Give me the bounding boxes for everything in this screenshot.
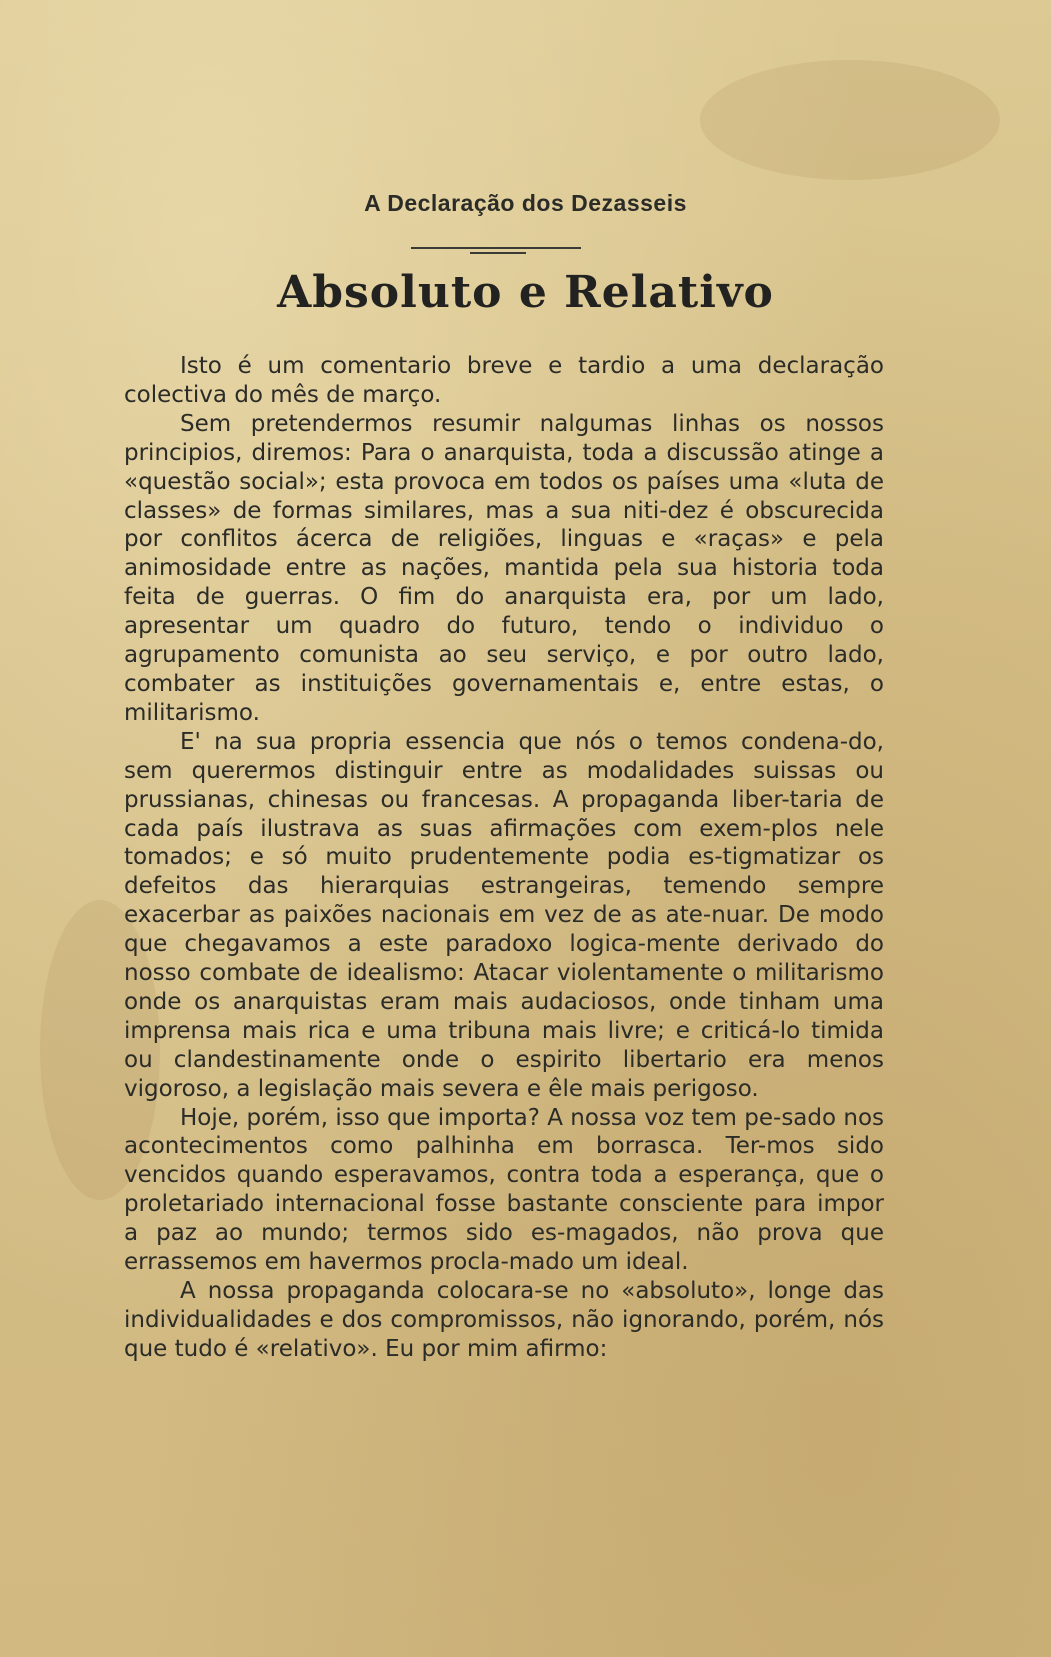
article-kicker: A Declaração dos Dezasseis xyxy=(364,190,687,216)
paragraph: Hoje, porém, isso que importa? A nossa voz tem pe-sado nos acontecimentos como palhinha em borrasca. Ter-mos sido vencidos quando esperavamos, contra toda a esperança, que o proletariado internacional fosse bastante consciente para impor a paz ao mundo; termos sido es-magados, não prova que errassemos em havermos procla-mado um ideal. xyxy=(124,1104,885,1276)
article-body xyxy=(124,352,884,1364)
paragraph: E' na sua propria essencia que nós o temos condena-do, sem querermos distinguir entre as modalidades suissas ou prussianas, chinesas ou francesas. A propaganda liber-taria de cada país ilustrava as suas afirmações com exem-plos nele tomados; e só muito prudentemente podia es-tigmatizar os defeitos das hierarquias estrangeiras, temendo sempre exacerbar as paixões nacionais em vez de as ate-nuar. De modo que chegavamos a este paradoxo logica-mente derivado do nosso combate de idealismo: Atacar violentamente o militarismo onde os anarquistas eram mais audaciosos, onde tinham uma imprensa mais rica e uma tribuna mais livre; e criticá-lo timida ou clandestinamente onde o espirito libertario era menos vigoroso, a legislação mais severa e êle mais perigoso. xyxy=(124,728,884,1102)
title-divider xyxy=(411,247,581,249)
paragraph: Sem pretendermos resumir nalgumas linhas os nossos principios, diremos: Para o anarquista, toda a discussão atinge a «questão social»; esta provoca em todos os países uma «luta de classes» de formas similares, mas a sua niti-dez é obscurecida por conflitos ácerca de religiões, linguas e «raças» e pela animosidade entre as nações, mantida pela sua historia toda feita de guerras. O fim do anarquista era, por um lado, apresentar um quadro do futuro, tendo o individuo o agrupamento comunista ao seu serviço, e por outro lado, combater as instituições governamentais e, entre estas, o militarismo. xyxy=(124,410,884,726)
paper-stain xyxy=(700,60,1000,180)
article-title: Absoluto e Relativo xyxy=(277,267,774,318)
title-divider-accent xyxy=(470,252,526,254)
paragraph: A nossa propaganda colocara-se no «absoluto», longe das individualidades e dos compromissos, não ignorando, porém, nós que tudo é «relativo». Eu por mim afirmo: xyxy=(124,1278,884,1362)
paragraph: Isto é um comentario breve e tardio a uma declaração colectiva do mês de março. xyxy=(124,353,884,408)
